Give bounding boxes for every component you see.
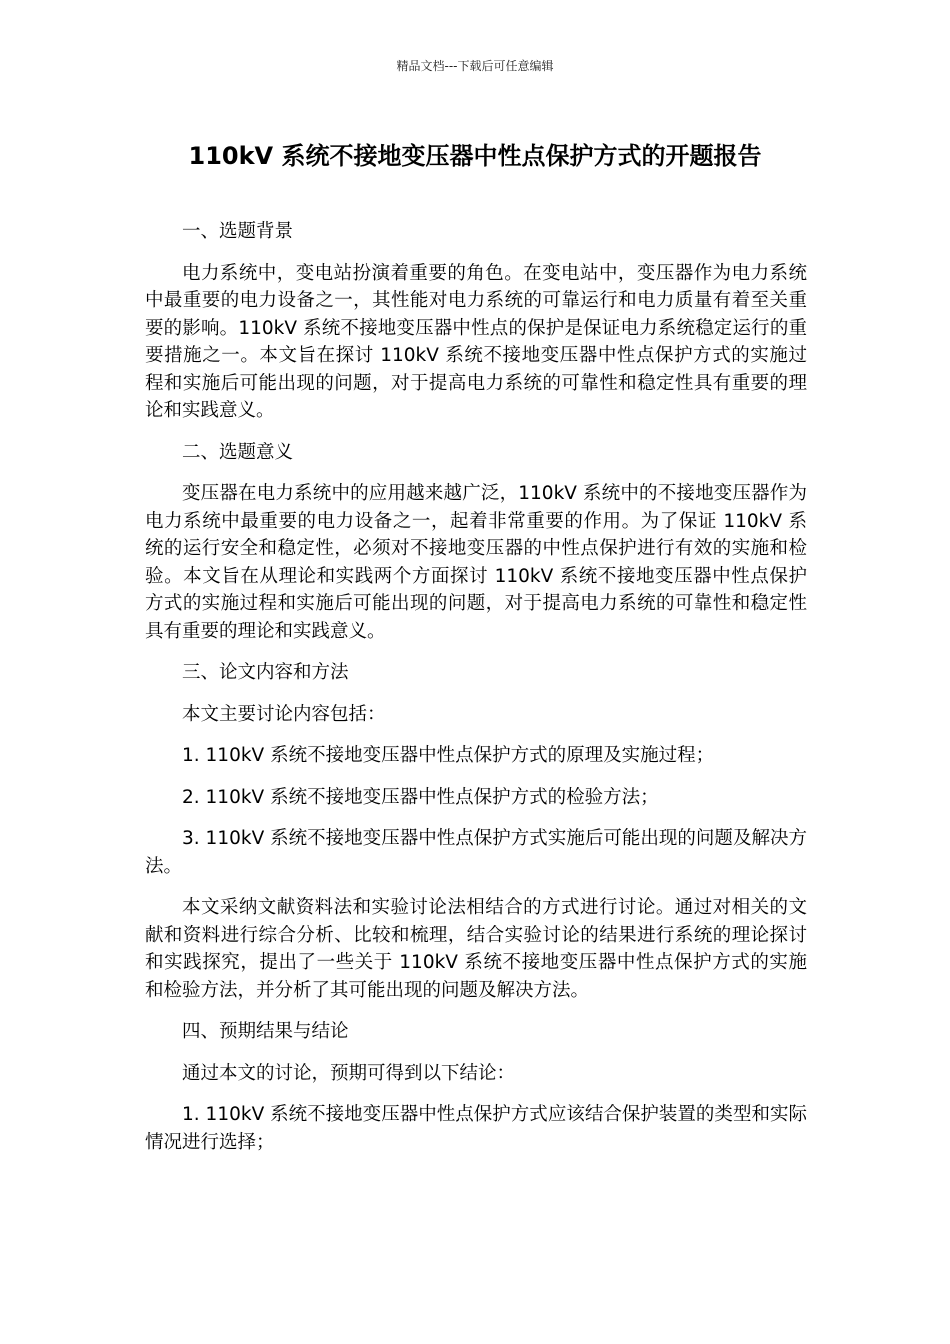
list-item: 3. 110kV 系统不接地变压器中性点保护方式实施后可能出现的问题及解决方法。: [145, 828, 807, 877]
list-item: 2. 110kV 系统不接地变压器中性点保护方式的检验方法；: [182, 786, 659, 808]
paragraph: 变压器在电力系统中的应用越来越广泛，110kV 系统中的不接地变压器作为电力系统中最重要的电力设备之一，起着非常重要的作用。为了保证 110kV 系统的运行安全和稳定性，必须对不接地变压器的中性点保护进行有效的实施和检验。本文旨在从理论和实践两个方面探讨 110kV 系统不接地变压器中性点保护方式的实施过程和实施后可能出现的问题，对于提高电力系统的可靠性和稳定性具有重要的理论和实践意义。: [145, 483, 807, 642]
paragraph: 电力系统中，变电站扮演着重要的角色。在变电站中，变压器作为电力系统中最重要的电力设备之一，其性能对电力系统的可靠运行和电力质量有着至关重要的影响。110kV 系统不接地变压器中性点的保护是保证电力系统稳定运行的重要措施之一。本文旨在探讨 110kV 系统不接地变压器中性点保护方式的实施过程和实施后可能出现的问题，对于提高电力系统的可靠性和稳定性具有重要的理论和实践意义。: [145, 262, 807, 421]
page-header: 精品文档---下载后可任意编辑: [396, 59, 554, 73]
list-item: 1. 110kV 系统不接地变压器中性点保护方式应该结合保护装置的类型和实际情况进行选择；: [145, 1104, 807, 1153]
document-title: 110kV 系统不接地变压器中性点保护方式的开题报告: [188, 142, 762, 170]
paragraph: 本文采纳文献资料法和实验讨论法相结合的方式进行讨论。通过对相关的文献和资料进行综合分析、比较和梳理，结合实验讨论的结果进行系统的理论探讨和实践探究，提出了一些关于 110kV 系统不接地变压器中性点保护方式的实施和检验方法，并分析了其可能出现的问题及解决方法。: [145, 897, 807, 1001]
paragraph: 通过本文的讨论，预期可得到以下结论：: [182, 1062, 516, 1084]
section-heading-expected-results: 四、预期结果与结论: [182, 1021, 349, 1042]
paragraph: 本文主要讨论内容包括：: [182, 703, 386, 725]
document-body: [145, 218, 807, 1170]
list-item: 1. 110kV 系统不接地变压器中性点保护方式的原理及实施过程；: [182, 745, 715, 766]
section-heading-content-method: 三、论文内容和方法: [182, 662, 349, 683]
section-heading-background: 一、选题背景: [182, 221, 294, 242]
section-heading-significance: 二、选题意义: [182, 441, 294, 463]
